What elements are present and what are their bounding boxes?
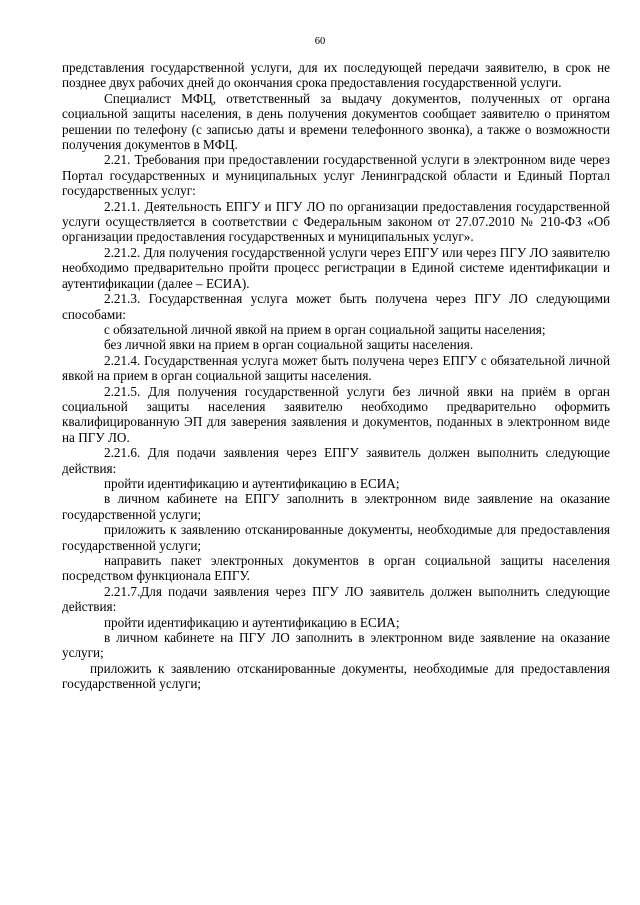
paragraph: Специалист МФЦ, ответственный за выдачу документов, полученных от органа социальной защиты населения, в день получения документов сообщает заявителю о принятом решении по телефону (с записью даты и времени телефонного звонка), а также о возможности получения документов в МФЦ.: [62, 90, 610, 153]
list-item: с обязательной личной явкой на прием в орган социальной защиты населения;: [104, 321, 546, 337]
list-item: без личной явки на прием в орган социальной защиты населения.: [104, 337, 474, 353]
list-item: в личном кабинете на ПГУ ЛО заполнить в электронном виде заявление на оказание услуги;: [62, 630, 610, 661]
paragraph: 2.21.6. Для подачи заявления через ЕПГУ заявитель должен выполнить следующие действия:: [62, 445, 610, 476]
paragraph: представления государственной услуги, для их последующей передачи заявителю, в срок не позднее двух рабочих дней до окончания срока предоставления государственной услуги.: [62, 60, 610, 91]
paragraph: 2.21.2. Для получения государственной услуги через ЕПГУ или через ПГУ ЛО заявителю необходимо предварительно пройти процесс регистрации в Единой системе идентификации и аутентификации (далее – ЕСИА).: [62, 244, 610, 291]
paragraph: 2.21. Требования при предоставлении государственной услуги в электронном виде через Портал государственных и муниципальных услуг Ленинградской области и Единый Портал государственных услуг:: [62, 152, 610, 199]
list-item: направить пакет электронных документов в орган социальной защиты населения посредством функционала ЕПГУ.: [62, 553, 610, 584]
list-item: приложить к заявлению отсканированные документы, необходимые для предоставления государственной услуги;: [62, 522, 610, 553]
document-body: [62, 60, 610, 692]
paragraph: 2.21.3. Государственная услуга может быть получена через ПГУ ЛО следующими способами:: [62, 291, 610, 322]
paragraph: 2.21.4. Государственная услуга может быть получена через ЕПГУ с обязательной личной явкой на прием в орган социальной защиты населения.: [62, 352, 610, 384]
list-item: пройти идентификацию и аутентификацию в ЕСИА;: [104, 614, 400, 630]
list-item: в личном кабинете на ЕПГУ заполнить в электронном виде заявление на оказание государственной услуги;: [62, 491, 610, 522]
list-item: пройти идентификацию и аутентификацию в ЕСИА;: [104, 475, 400, 491]
list-item: приложить к заявлению отсканированные документы, необходимые для предоставления государственной услуги;: [62, 660, 610, 692]
page-number: 60: [314, 36, 326, 47]
paragraph: 2.21.7.Для подачи заявления через ПГУ ЛО заявитель должен выполнить следующие действия:: [62, 583, 610, 615]
paragraph: 2.21.1. Деятельность ЕПГУ и ПГУ ЛО по организации предоставления государственной услуги осуществляется в соответствии с Федеральным законом от 27.07.2010 № 210-ФЗ «Об организации предоставления государственных и муниципальных услуг».: [62, 198, 610, 245]
paragraph: 2.21.5. Для получения государственной услуги без личной явки на приём в орган социальной защиты населения заявителю необходимо предварительно оформить квалифицированную ЭП для заверения заявления и документов, поданных в электронном виде на ПГУ ЛО.: [62, 383, 610, 445]
